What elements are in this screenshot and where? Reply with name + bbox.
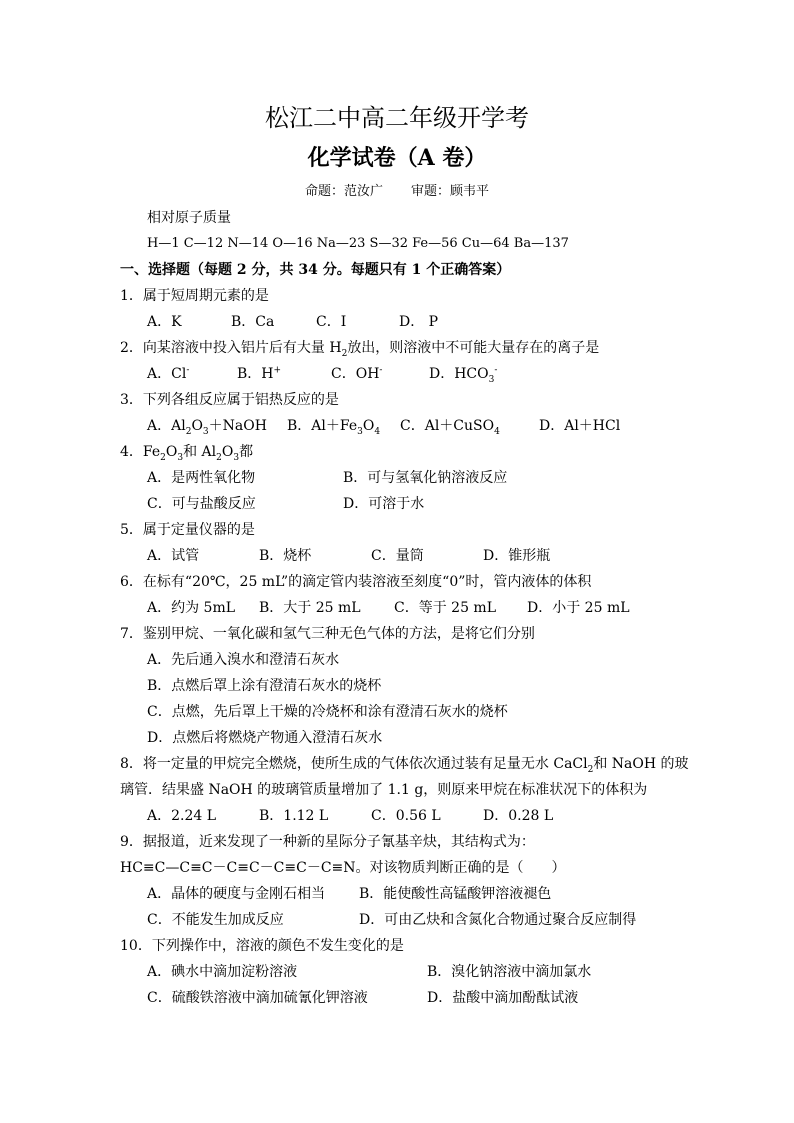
question-3-option-d: D．Al＋HCl [539,418,621,434]
question-6-option-c: C．等于 25 mL [394,600,496,616]
question-4-stem: 4．$Fe_2O_3$和 $Al_2O_3$都 [120,444,254,463]
question-5-stem: 5．属于定量仪器的是 [120,522,255,538]
question-3-option-b: B．$Al+Fe_3O_4$ [287,418,381,437]
question-7-option-d: D．点燃后将燃烧产物通入澄清石灰水 [147,730,383,746]
question-8-option-d: D．0.28 L [483,808,554,824]
question-7-option-b: B．点燃后罩上涂有澄清石灰水的烧杯 [147,678,382,694]
question-9-option-b: B．能使酸性高锰酸钾溶液褪色 [359,886,552,902]
question-8-option-a: A．2.24 L [147,808,217,824]
question-1-option-d: D． P [399,314,439,330]
question-9-option-d: D．可由乙炔和含氮化合物通过聚合反应制得 [359,912,637,928]
question-2-option-b: B．H+ [237,365,282,382]
question-9-stem: 9．据报道，近来发现了一种新的星际分子氰基辛炔，其结构式为： [120,834,535,850]
question-4-option-a: A．是两性氧化物 [147,470,256,486]
question-5-option-d: D．锥形瓶 [483,548,551,564]
question-6-option-d: D．小于 25 mL [527,600,630,616]
question-10-option-b: B．溴化钠溶液中滴加氯水 [427,964,592,980]
question-2-stem: 2．向某溶液中投入铝片后有大量 $H_2$放出，则溶液中不可能大量存在的离子是 [120,340,600,359]
question-7-stem: 7．鉴别甲烷、一氧化碳和氢气三种无色气体的方法，是将它们分别 [120,626,535,642]
question-5-option-a: A．试管 [147,548,200,564]
author: 命题：范汝广 [304,184,383,199]
reviewer: 审题：顾韦平 [411,184,490,199]
question-6-stem: 6．在标有“20℃，25 mL”的滴定管内装溶液至刻度“0”时，管内液体的体积 [120,574,592,590]
exam-title: 化学试卷（A 卷） [307,145,487,171]
question-7-option-a: A．先后通入溴水和澄清石灰水 [147,652,340,668]
atomic-mass-label: 相对原子质量 [147,210,231,226]
question-7-option-c: C．点燃，先后罩上干燥的冷烧杯和涂有澄清石灰水的烧杯 [147,704,508,720]
question-10-option-d: D．盐酸中滴加酚酞试液 [427,990,579,1006]
question-8-option-c: C．0.56 L [371,808,441,824]
question-10-stem: 10．下列操作中，溶液的颜色不发生变化的是 [120,938,404,954]
question-3-stem: 3．下列各组反应属于铝热反应的是 [120,392,339,408]
question-8-stem: 8．将一定量的甲烷完全燃烧，使所生成的气体依次通过装有足量无水 CaCl$_2$和 NaOH 的玻 [120,756,689,775]
atomic-mass-values: H—1 C—12 N—14 O—16 Na—23 S—32 Fe—56 Cu—64 Ba—137 [147,236,569,251]
question-3-option-c: C．Al＋CuSO$_4$ [400,418,500,437]
question-9-option-c: C．不能发生加成反应 [147,912,284,928]
question-8-option-b: B．1.12 L [259,808,329,824]
question-8-stem-cont: 璃管．结果盛 NaOH 的玻璃管质量增加了 1.1 g，则原来甲烷在标准状况下的体积为 [120,782,648,798]
section-heading: 一、选择题（每题 2 分，共 34 分。每题只有 1 个正确答案） [120,262,511,278]
question-2-option-d: D．$HCO_3^-$ [429,365,498,385]
question-6-option-b: B．大于 25 mL [259,600,361,616]
question-1-option-a: A．K [147,314,182,330]
question-4-option-c: C．可与盐酸反应 [147,496,256,512]
question-5-option-c: C．量筒 [371,548,424,564]
question-2-option-a: A．Cl- [147,365,190,382]
exam-credits [0,183,794,201]
question-1-stem: 1．属于短周期元素的是 [120,288,269,304]
question-1-option-c: C．I [316,314,347,330]
question-6-option-a: A．约为 5mL [147,600,236,616]
question-9-formula: HC≡C—C≡C－C≡C－C≡C－C≡N。对该物质判断正确的是（ ） [120,860,566,876]
question-5-option-b: B．烧杯 [259,548,312,564]
question-2-option-c: C．OH- [331,365,383,382]
question-4-option-d: D．可溶于水 [343,496,425,512]
question-3-option-a: A．$Al_2O_3+NaOH$ [147,418,267,437]
question-4-option-b: B．可与氢氧化钠溶液反应 [343,470,508,486]
question-9-option-a: A．晶体的硬度与金刚石相当 [147,886,326,902]
question-10-option-a: A．碘水中滴加淀粉溶液 [147,964,298,980]
school-title: 松江二中高二年级开学考 [265,104,529,132]
question-10-option-c: C．硫酸铁溶液中滴加硫氰化钾溶液 [147,990,368,1006]
question-1-option-b: B．Ca [231,314,275,330]
